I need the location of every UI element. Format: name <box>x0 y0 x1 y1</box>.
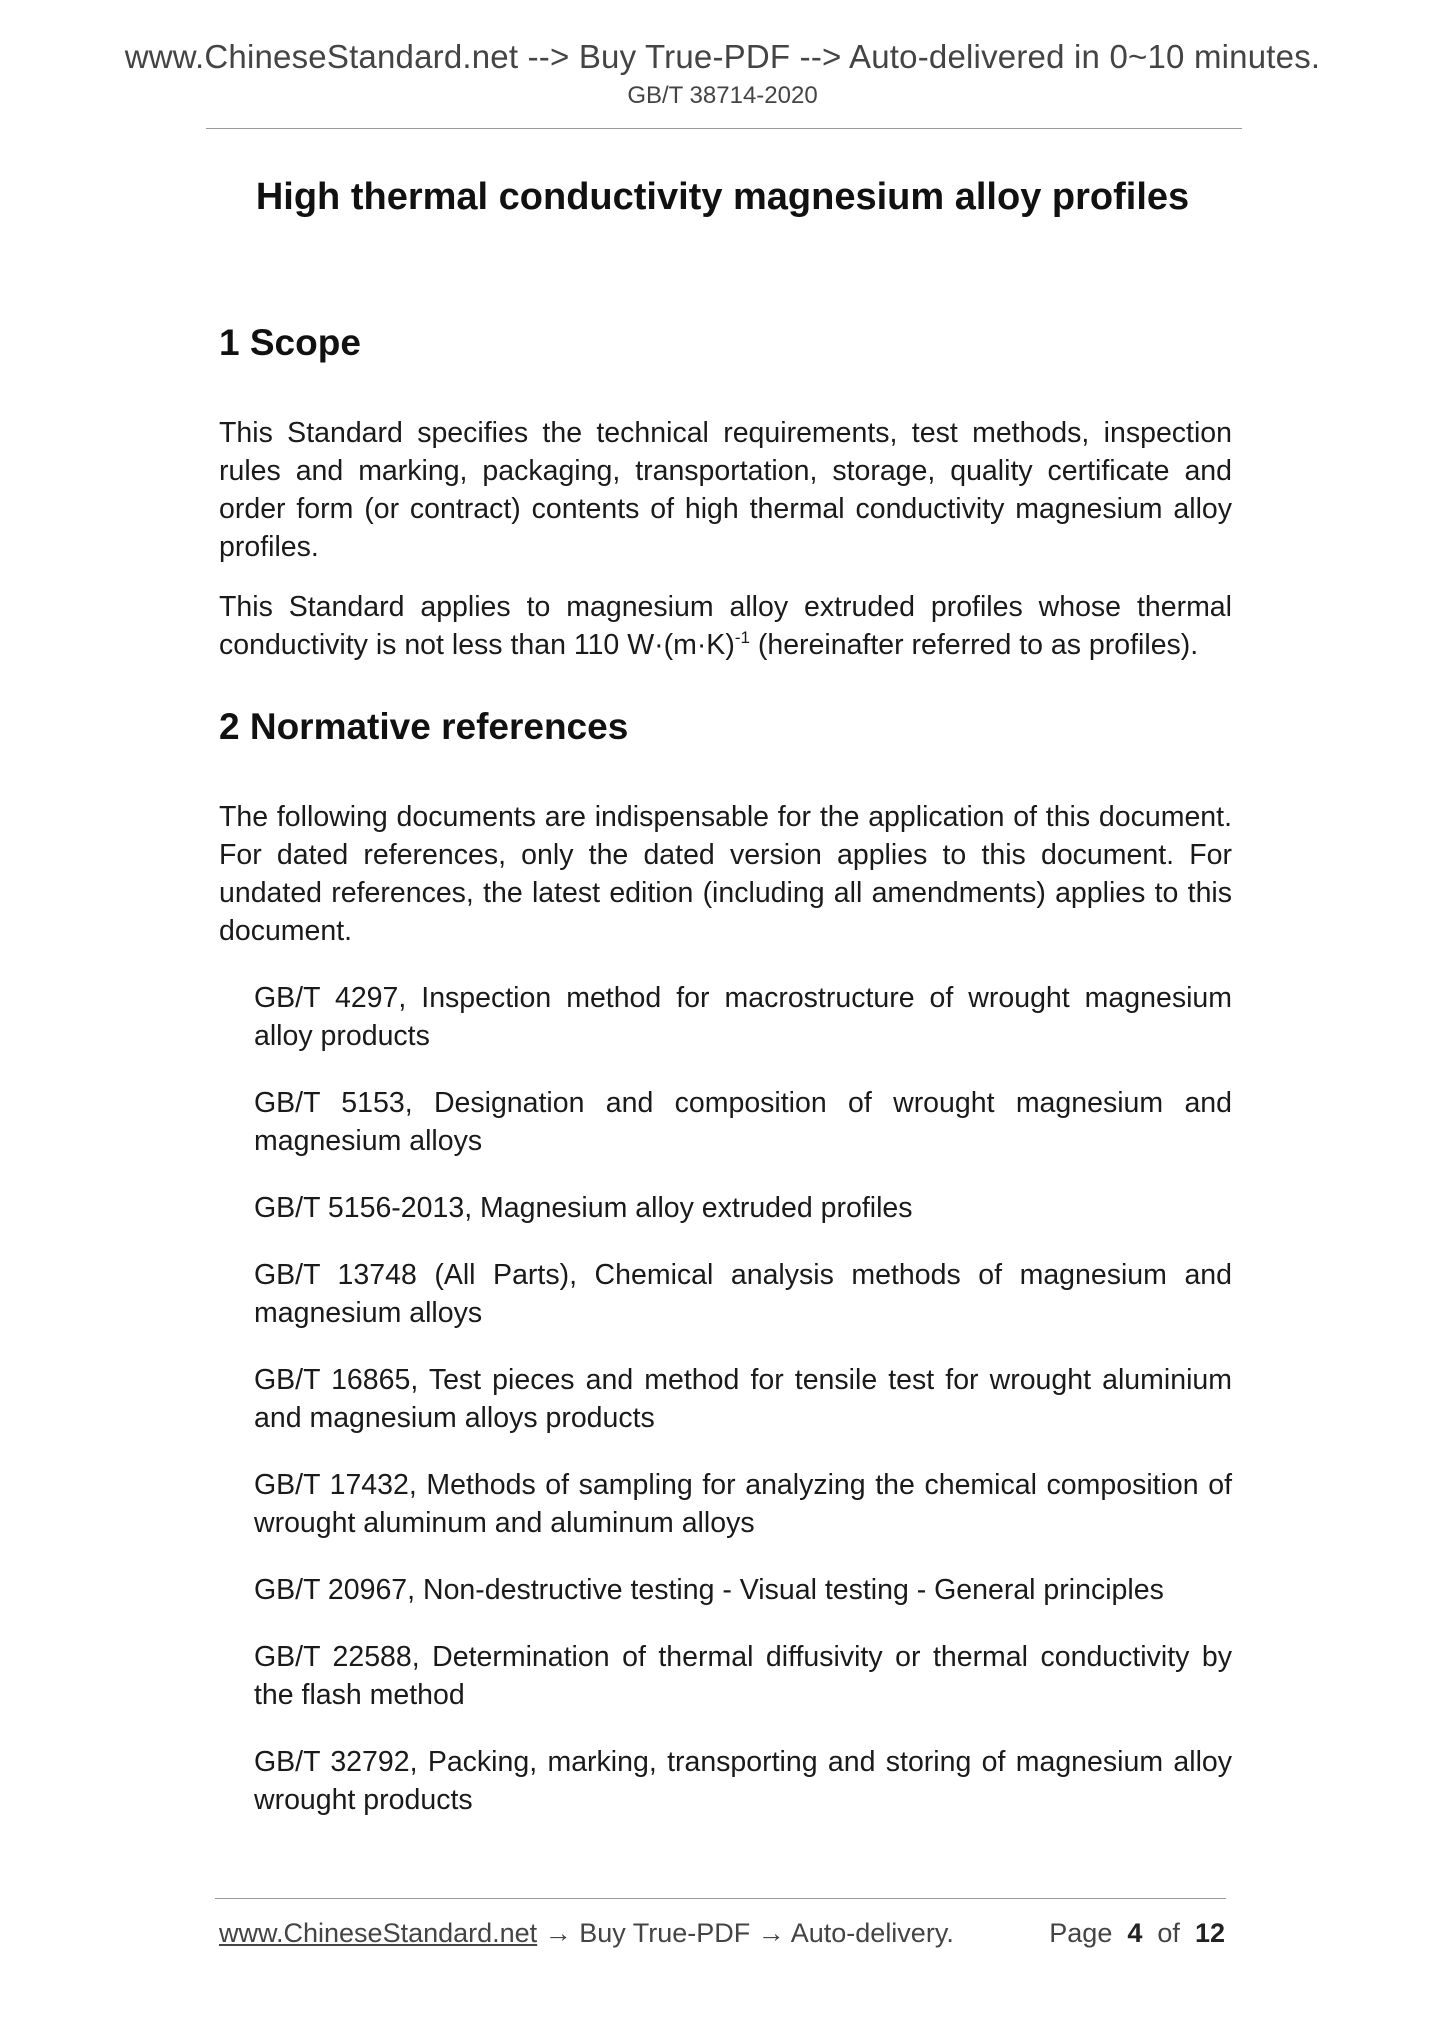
scope-paragraph-2-text: This Standard applies to magnesium alloy extruded profiles whose thermal conductivity is not less than 110 W·(m·K) <box>219 591 1232 661</box>
unit-exponent: -1 <box>734 628 750 647</box>
scope-paragraph-1: This Standard specifies the technical requirements, test methods, inspection rules and marking, packaging, transportation, storage, quality certificate and order form (or contract) contents of high thermal conductivity magnesium alloy profiles. <box>219 417 1232 563</box>
page-footer <box>219 1918 1225 1949</box>
document-body <box>219 322 1232 1819</box>
page-indicator <box>1049 1918 1225 1949</box>
references-intro: The following documents are indispensable for the application of this document. For dated references, only the dated version applies to this document. For undated references, the latest edition (including all amendments) applies to this document. <box>219 801 1232 947</box>
reference-item: GB/T 13748 (All Parts), Chemical analysis methods of magnesium and magnesium alloys <box>254 1259 1232 1329</box>
reference-item: GB/T 32792, Packing, marking, transporting and storing of magnesium alloy wrought products <box>254 1746 1232 1816</box>
reference-item: GB/T 17432, Methods of sampling for analyzing the chemical composition of wrought aluminum and aluminum alloys <box>254 1469 1232 1539</box>
reference-item: GB/T 22588, Determination of thermal diffusivity or thermal conductivity by the flash method <box>254 1641 1232 1711</box>
page-number: 4 <box>1127 1918 1143 1948</box>
footer-site-link[interactable]: www.ChineseStandard.net <box>219 1918 538 1948</box>
standard-number: GB/T 38714-2020 <box>627 82 818 109</box>
reference-item: GB/T 5156-2013, Magnesium alloy extruded profiles <box>254 1192 913 1224</box>
section-heading-normative-references: 2 Normative references <box>219 706 629 747</box>
header-divider <box>206 128 1242 129</box>
reference-item: GB/T 20967, Non-destructive testing - Visual testing - General principles <box>254 1574 1164 1606</box>
page-of-label: of <box>1157 1918 1180 1948</box>
document-title: High thermal conductivity magnesium alloy profiles <box>255 176 1190 218</box>
scope-paragraph-2-tail: (hereinafter referred to as profiles). <box>749 629 1199 661</box>
footer-tagline: → Buy True-PDF → Auto-delivery. <box>537 1918 954 1948</box>
reference-item: GB/T 16865, Test pieces and method for tensile test for wrought aluminium and magnesium alloys products <box>254 1364 1232 1434</box>
page-total: 12 <box>1194 1918 1225 1948</box>
header-banner: www.ChineseStandard.net --> Buy True-PDF --> Auto-delivered in 0~10 minutes. <box>124 38 1321 75</box>
footer-divider <box>215 1898 1226 1899</box>
section-heading-scope: 1 Scope <box>219 322 361 363</box>
reference-item: GB/T 5153, Designation and composition of wrought magnesium and magnesium alloys <box>254 1087 1232 1157</box>
reference-item: GB/T 4297, Inspection method for macrostructure of wrought magnesium alloy products <box>254 982 1232 1052</box>
scope-paragraph-2 <box>219 588 1232 664</box>
page-label: Page <box>1049 1918 1113 1948</box>
